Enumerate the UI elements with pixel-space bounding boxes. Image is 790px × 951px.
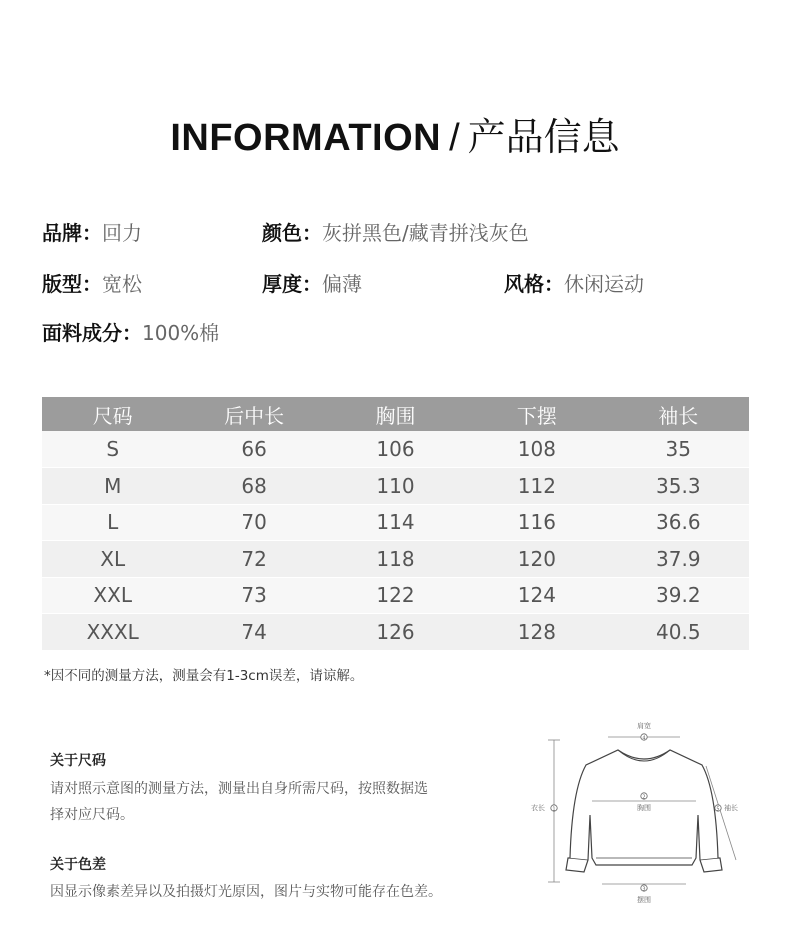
spec-color-value: 灰拼黑色/藏青拼浅灰色	[322, 221, 529, 245]
table-cell: 122	[325, 577, 466, 614]
spec-brand-label: 品牌：	[42, 221, 102, 245]
table-cell: 116	[466, 504, 607, 541]
hem-label: 摆围	[637, 896, 651, 904]
table-cell: XXL	[42, 577, 183, 614]
table-cell: 35	[608, 431, 749, 468]
size-table-header-row	[42, 397, 749, 431]
table-cell: 36.6	[608, 504, 749, 541]
length-label: 衣长	[531, 804, 545, 812]
about-size-text	[50, 776, 428, 828]
table-row	[42, 504, 749, 541]
spec-fit-value: 宽松	[102, 272, 142, 296]
table-cell: M	[42, 468, 183, 505]
table-cell: XL	[42, 541, 183, 578]
spec-style-value: 休闲运动	[564, 272, 644, 296]
measurement-diagram	[520, 710, 760, 920]
chest-label: 胸围	[637, 804, 651, 812]
sweatshirt-diagram-svg	[520, 710, 760, 920]
table-cell: 112	[466, 468, 607, 505]
table-cell: 72	[183, 541, 324, 578]
spec-fabric-value: 100%棉	[142, 321, 220, 345]
title-separator: /	[449, 117, 460, 159]
table-cell: S	[42, 431, 183, 468]
table-row	[42, 468, 749, 505]
about-size-title: 关于尺码	[50, 753, 106, 769]
spec-fabric-label: 面料成分：	[42, 321, 142, 345]
table-row	[42, 614, 749, 651]
table-cell: 68	[183, 468, 324, 505]
header-size: 尺码	[42, 397, 183, 431]
table-cell: 106	[325, 431, 466, 468]
shoulder-label: 肩宽	[637, 722, 651, 730]
table-cell: 120	[466, 541, 607, 578]
about-size-line-2: 择对应尺码。	[50, 807, 134, 823]
sleeve-label: 袖长	[724, 804, 738, 812]
about-color-text: 因显示像素差异以及拍摄灯光原因，图片与实物可能存在色差。	[50, 884, 442, 900]
table-cell: 37.9	[608, 541, 749, 578]
title-english: INFORMATION	[170, 117, 442, 159]
table-cell: 74	[183, 614, 324, 651]
table-row	[42, 577, 749, 614]
spec-thickness	[262, 271, 362, 297]
about-color-title: 关于色差	[50, 857, 106, 873]
table-cell: L	[42, 504, 183, 541]
spec-style-label: 风格：	[504, 272, 564, 296]
table-cell: XXXL	[42, 614, 183, 651]
table-cell: 73	[183, 577, 324, 614]
spec-brand-value: 回力	[102, 221, 142, 245]
size-table	[42, 397, 749, 651]
spec-thickness-value: 偏薄	[322, 272, 362, 296]
table-cell: 124	[466, 577, 607, 614]
table-cell: 108	[466, 431, 607, 468]
title-chinese: 产品信息	[467, 115, 620, 159]
left-cuff	[568, 858, 588, 860]
spec-thickness-label: 厚度：	[262, 272, 322, 296]
spec-brand	[42, 220, 142, 246]
spec-color	[262, 220, 529, 246]
table-cell: 40.5	[608, 614, 749, 651]
table-row	[42, 541, 749, 578]
header-chest: 胸围	[325, 397, 466, 431]
table-row	[42, 431, 749, 468]
spec-fabric	[42, 320, 219, 346]
table-cell: 114	[325, 504, 466, 541]
header-hem: 下摆	[466, 397, 607, 431]
marker-3-num: 3	[642, 886, 646, 893]
marker-4-num: 4	[642, 735, 646, 742]
table-cell: 118	[325, 541, 466, 578]
table-cell: 39.2	[608, 577, 749, 614]
marker-2-num: 2	[642, 794, 646, 801]
header-sleeve: 袖长	[608, 397, 749, 431]
marker-1-num: 1	[552, 806, 556, 813]
table-cell: 35.3	[608, 468, 749, 505]
table-cell: 66	[183, 431, 324, 468]
table-cell: 128	[466, 614, 607, 651]
spec-color-label: 颜色：	[262, 221, 322, 245]
measurement-note: *因不同的测量方法，测量会有1-3cm误差，请谅解。	[44, 668, 364, 684]
marker-5-num: 5	[716, 806, 720, 813]
right-cuff	[700, 858, 720, 860]
spec-fit-label: 版型：	[42, 272, 102, 296]
spec-fit	[42, 271, 142, 297]
header-back-length: 后中长	[183, 397, 324, 431]
about-size-line-1: 请对照示意图的测量方法，测量出自身所需尺码，按照数据选	[50, 781, 428, 797]
table-cell: 110	[325, 468, 466, 505]
sleeve-line	[706, 766, 736, 860]
page-title	[0, 112, 790, 163]
table-cell: 126	[325, 614, 466, 651]
spec-style	[504, 271, 644, 297]
table-cell: 70	[183, 504, 324, 541]
